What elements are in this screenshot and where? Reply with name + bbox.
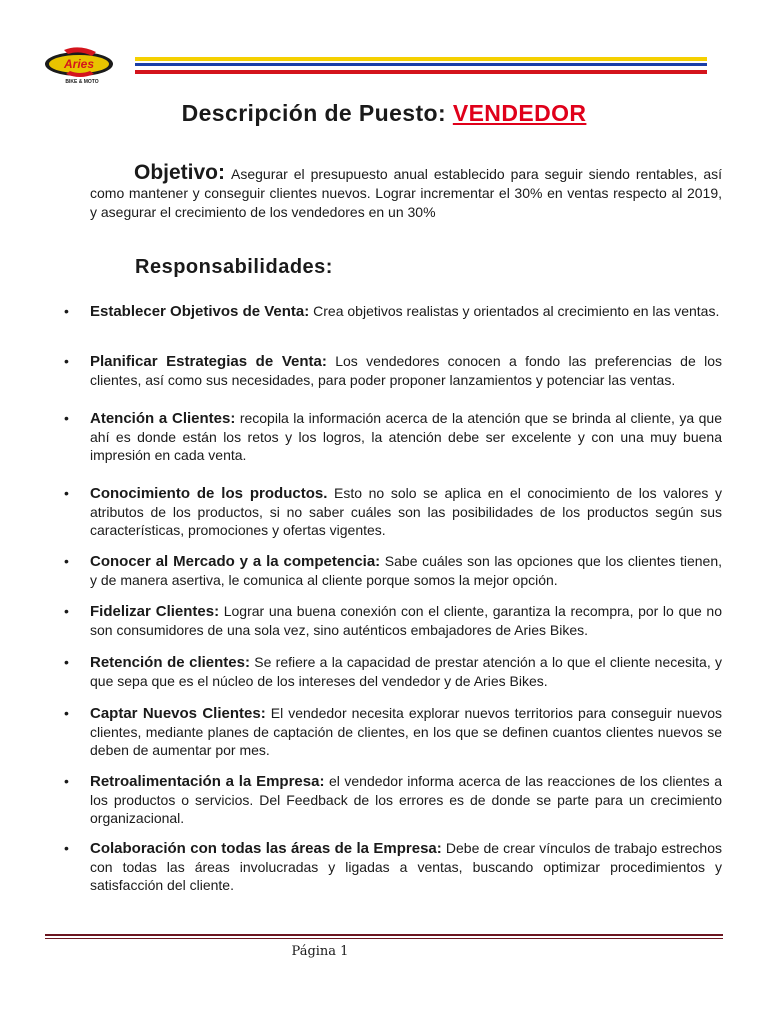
item-text: Esto no solo se aplica en el conocimiento de los valores y atributos de los productos, si no saber cuáles son las posibilidades de los productos según sus características, promociones y ofertas vigentes. — [90, 485, 722, 538]
bullet-icon: • — [64, 773, 69, 789]
bullet-icon: • — [64, 485, 69, 501]
objective-paragraph — [90, 163, 722, 222]
logo-tagline: BIKE & MOTO — [65, 79, 99, 84]
bullet-icon: • — [64, 654, 69, 670]
bullet-icon: • — [64, 353, 69, 369]
item-text: Se refiere a la capacidad de prestar atención a lo que el cliente necesita, y que sepa que es el núcleo de los intereses del vendedor y de Aries Bikes. — [90, 654, 722, 689]
list-item — [64, 409, 722, 464]
item-text: Lograr una buena conexión con el cliente, garantiza la recompra, por lo que no son consumidores de una sola vez, sino auténticos embajadores de Aries Bikes. — [90, 603, 723, 638]
objective-text: Asegurar el presupuesto anual establecido para seguir siendo rentables, así como mantener y conseguir clientes nuevos. Lograr incrementar el 30% en ventas respecto al 2019, y asegurar el crecimiento de los vendedores en un 30% — [90, 166, 722, 220]
item-term: Retroalimentación a la Empresa: — [90, 773, 325, 790]
list-item — [64, 552, 723, 589]
list-item — [64, 704, 722, 759]
bullet-icon: • — [64, 603, 69, 619]
item-text: recopila la información acerca de la atención que se brinda al cliente, ya que ahí es donde están los retos y los logros, la atención debe ser excelente y con una muy buena impresión en cada venta. — [90, 410, 722, 463]
list-item — [64, 352, 723, 389]
item-term: Establecer Objetivos de Venta: — [90, 303, 310, 320]
item-text: el vendedor informa acerca de las reacciones de los clientes a los productos o servicios. Del Feedback de los errores es de donde se parte para un crecimiento organizacional. — [90, 773, 722, 826]
list-item — [64, 772, 722, 827]
list-item — [64, 602, 723, 639]
list-item — [64, 839, 722, 894]
title-role: VENDEDOR — [452, 100, 587, 126]
item-term: Conocimiento de los productos. — [90, 485, 328, 502]
logo-wordmark: Aries — [63, 57, 95, 71]
page-title — [0, 100, 768, 127]
title-prefix: Descripción de Puesto: — [181, 100, 447, 126]
item-text: El vendedor necesita explorar nuevos territorios para conseguir nuevos clientes, mediante planes de captación de clientes, en los que se definen cuantos clientes nuevos se deben de aumentar por mes. — [90, 705, 722, 758]
bullet-icon: • — [64, 303, 69, 319]
header-stripe-red — [135, 70, 707, 74]
bullet-icon: • — [64, 705, 69, 721]
bullet-icon: • — [64, 553, 69, 569]
item-term: Captar Nuevos Clientes: — [90, 705, 266, 722]
responsibilities-heading: Responsabilidades: — [135, 256, 333, 278]
aries-logo — [44, 44, 114, 84]
item-term: Atención a Clientes: — [90, 410, 236, 427]
page-number: Página 1 — [291, 944, 349, 959]
bullet-icon: • — [64, 840, 69, 856]
list-item — [64, 302, 722, 321]
footer-rule-bottom — [45, 938, 723, 939]
item-text: Los vendedores conocen a fondo las preferencias de los clientes, así como sus necesidades, para poder proponer lanzamientos y potenciar las ventas. — [90, 353, 723, 388]
item-term: Conocer al Mercado y a la competencia: — [90, 553, 381, 570]
item-term: Retención de clientes: — [90, 654, 250, 671]
item-term: Fidelizar Clientes: — [90, 603, 220, 620]
header-stripe-blue — [135, 63, 707, 66]
bullet-icon: • — [64, 410, 69, 426]
item-term: Colaboración con todas las áreas de la Empresa: — [90, 840, 442, 857]
header-stripe-yellow — [135, 57, 707, 61]
item-term: Planificar Estrategias de Venta: — [90, 353, 327, 370]
item-text: Sabe cuáles son las opciones que los clientes tienen, y de manera asertiva, le comunica al cliente porque somos la mejor opción. — [90, 553, 723, 588]
list-item — [64, 484, 722, 539]
objective-label: Objetivo: — [134, 161, 226, 184]
list-item — [64, 653, 722, 690]
item-text: Crea objetivos realistas y orientados al crecimiento en las ventas. — [313, 303, 720, 319]
item-text: Debe de crear vínculos de trabajo estrechos con todas las áreas involucradas y ligadas a ventas, buscando optimizar procedimientos y satisfacción del cliente. — [90, 840, 722, 893]
footer-rule-top — [45, 934, 723, 936]
